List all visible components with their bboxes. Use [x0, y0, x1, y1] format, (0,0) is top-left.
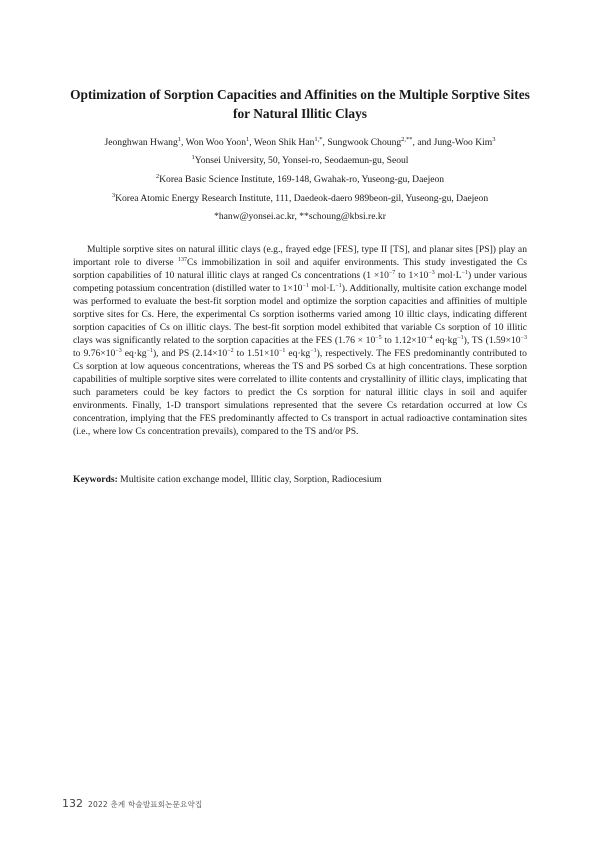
abstract-text: to 9.76×10: [73, 348, 116, 359]
abstract-text: to 1×10: [395, 270, 429, 281]
author-affiliation-mark: 1: [246, 136, 250, 143]
author-affiliation-mark: 2,**: [401, 136, 413, 143]
abstract-superscript: −3: [520, 335, 527, 341]
abstract-superscript: −1: [310, 348, 317, 354]
abstract-text: to 1.12×10: [381, 335, 427, 346]
abstract-text: eq·kg: [285, 348, 311, 359]
abstract-text: mol·L: [308, 283, 336, 294]
author-name: Weon Shik Han: [253, 137, 315, 148]
abstract-text: ), TS (1.59×10: [463, 335, 521, 346]
abstract-text: ), respectively. The FES predominantly contributed to Cs sorption at low aqueous concentrations, whereas the TS and PS sorbed Cs at high concentrations. These sorption capabilities of multiple sorptive sites were correlated to illite contents and crystallinity of illitic clays, implicating that such parameters could be key factors to predict the Cs sorption for natural illitic clays in soil and aquifer environments. Finally, 1-D transport simulations represented that the severe Cs retardation occurred at low Cs concentration, implying that the FES predominantly affected to Cs transport in actual radioactive contamination sites (i.e., where low Cs concentration prevails), compared to the TS and/or PS.: [73, 348, 527, 437]
abstract-superscript: −4: [426, 335, 433, 341]
abstract-text: ). Additionally, multisite cation exchange model was performed to evaluate the best-fit sorption model and optimize the sorption capacities and affinities of multiple sorptive sites for Cs. Here, the experimental Cs sorption isotherms varied among 10 illtic clays, indicating different sorption capacities of Cs on illitic clays. The best-fit sorption model exhibited that variable Cs sorption of 10 illitic clays was significantly related to the sorption capacities at the FES (1.76 × 10: [73, 283, 527, 346]
author-separator: , and: [412, 137, 434, 148]
abstract-superscript: −3: [428, 270, 435, 276]
affiliation-mark: 3: [111, 192, 116, 199]
author-affiliation-mark: 1,*: [314, 136, 323, 143]
abstract-superscript: −5: [375, 335, 382, 341]
abstract-text: ) under various competing potassium concentration (distilled water to 1×10: [73, 270, 527, 294]
journal-name: 2022 춘계 학술발표회논문요약집: [88, 800, 203, 809]
affiliation-text: Yonsei University, 50, Yonsei-ro, Seodaemun-gu, Seoul: [194, 155, 409, 166]
page-footer: [62, 792, 202, 811]
author-separator: ,: [249, 137, 254, 148]
affiliation-1: [40, 154, 560, 167]
abstract-text: eq·kg: [432, 335, 458, 346]
abstract-text: mol·L: [434, 270, 462, 281]
abstract-text: to 1.51×10: [233, 348, 279, 359]
abstract-superscript: −7: [388, 270, 396, 276]
page-number: 132: [62, 797, 83, 810]
author-separator: ,: [181, 137, 186, 148]
affiliation-text: Korea Atomic Energy Research Institute, 111, Daedeok-daero 989beon-gil, Yuseong-gu, Daejeon: [115, 193, 489, 204]
affiliation-3: [40, 192, 560, 205]
author-name: Jeonghwan Hwang: [104, 137, 178, 148]
author-separator: ,: [322, 137, 328, 148]
abstract-superscript: −1: [457, 335, 464, 341]
paper-title: [60, 85, 540, 123]
author-list: [40, 136, 560, 149]
abstract-superscript: −1: [302, 283, 309, 289]
title-line-2: for Natural Illitic Clays: [232, 106, 368, 121]
abstract-superscript: −2: [227, 348, 234, 354]
abstract-text: Cs immobilization in soil and aquifer environments. This study investigated the Cs sorption capabilities of 10 natural illitic clays at ranged Cs concentrations (1 ×10: [73, 257, 528, 281]
author-name: Jung-Woo Kim: [433, 137, 493, 148]
abstract-superscript: −1: [335, 283, 342, 289]
affiliation-mark: 1: [191, 154, 195, 161]
abstract-superscript: −3: [115, 348, 122, 354]
abstract-superscript: −1: [146, 348, 153, 354]
abstract-body: [73, 243, 527, 438]
author-affiliation-mark: 3: [492, 136, 496, 143]
abstract-text: ), and PS (2.14×10: [152, 348, 228, 359]
keywords-text: Multisite cation exchange model, Illitic clay, Sorption, Radiocesium: [117, 474, 382, 485]
keywords-label: Keywords:: [73, 474, 118, 485]
author-name: Sungwook Choung: [327, 137, 402, 148]
abstract-superscript: −1: [278, 348, 286, 354]
abstract-superscript: −1: [461, 270, 468, 276]
corresponding-emails: *hanw@yonsei.ac.kr, **schoung@kbsi.re.kr: [214, 211, 386, 222]
abstract-text: eq·kg: [121, 348, 147, 359]
affiliation-text: Korea Basic Science Institute, 169-148, Gwahak-ro, Yuseong-gu, Daejeon: [159, 174, 445, 185]
affiliation-2: [40, 173, 560, 186]
author-name: Won Woo Yoon: [185, 137, 247, 148]
author-affiliation-mark: 1: [177, 136, 182, 143]
keywords-line: [73, 473, 527, 486]
title-line-1: Optimization of Sorption Capacities and Affinities on the Multiple Sorptive Sites: [70, 87, 530, 102]
affiliation-mark: 2: [155, 173, 160, 180]
abstract-text: Multiple sorptive sites on natural illitic clays (e.g., frayed edge [FES], type II [TS], and planar sites [PS]) play an important role to diverse: [73, 244, 527, 268]
abstract-superscript: 137: [178, 257, 187, 263]
